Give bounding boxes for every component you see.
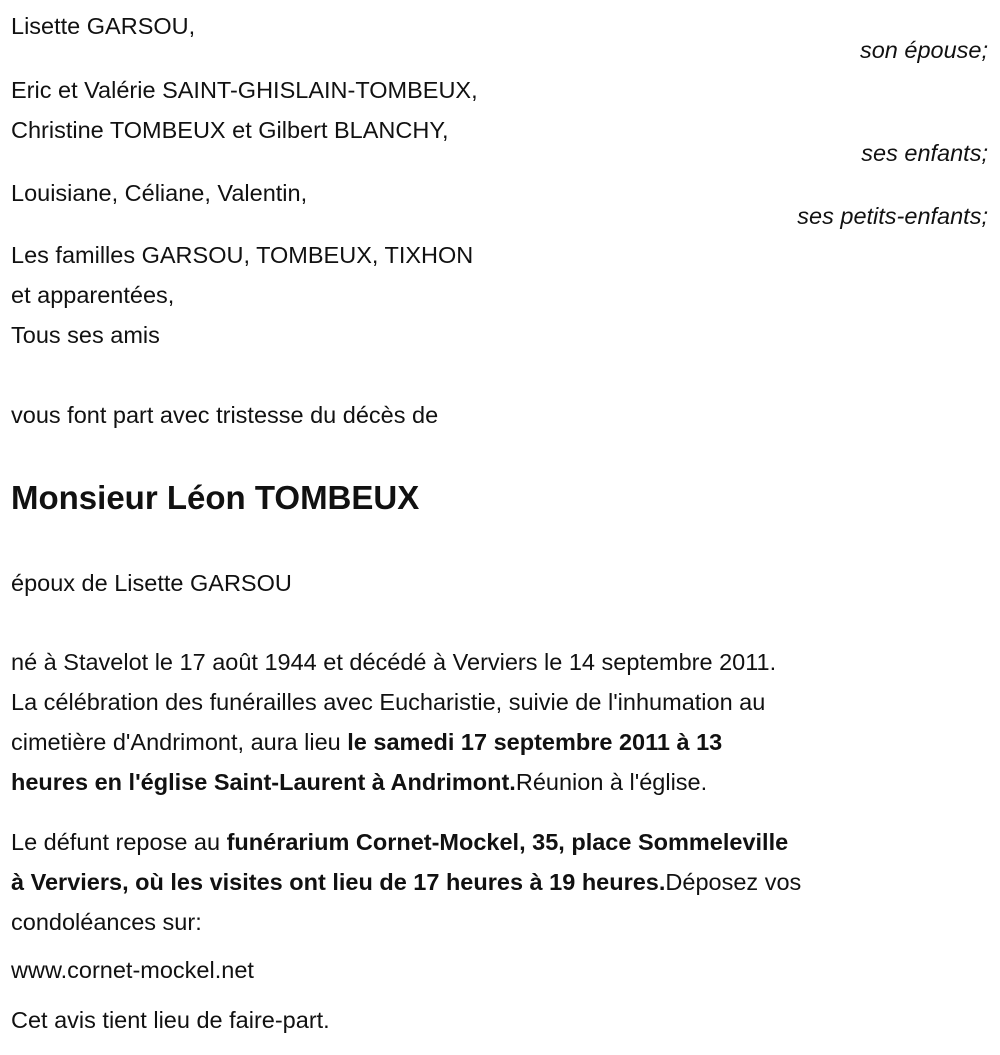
funeral-home-line	[11, 868, 801, 896]
website-link[interactable]: www.cornet-mockel.net	[11, 957, 254, 983]
visiting-hours: à Verviers, où les visites ont lieu de 17 heures à 19 heures.	[11, 869, 666, 895]
spouse-of: époux de Lisette GARSOU	[11, 570, 292, 596]
ceremony-date: le samedi 17 septembre 2011 à 13	[347, 729, 723, 755]
condolences-text: Déposez vos	[665, 869, 802, 895]
funeral-home-text: Le défunt repose au	[11, 829, 227, 855]
children-role: ses enfants;	[861, 140, 988, 166]
meeting-note: Réunion à l'église.	[515, 769, 708, 795]
announcement: vous font part avec tristesse du décès de	[11, 402, 439, 428]
others-line: et apparentées,	[11, 282, 175, 308]
funeral-home-address: funérarium Cornet-Mockel, 35, place Sommeleville	[226, 829, 789, 855]
grandchildren-role: ses petits-enfants;	[797, 203, 988, 229]
ceremony-place: heures en l'église Saint-Laurent à Andrimont.	[11, 769, 516, 795]
child-line: Eric et Valérie SAINT-GHISLAIN-TOMBEUX,	[11, 77, 478, 103]
grandchildren: Louisiane, Céliane, Valentin,	[11, 180, 308, 206]
funeral-home-line	[11, 828, 788, 856]
ceremony-line	[11, 728, 722, 756]
spouse-name: Lisette GARSOU,	[11, 13, 196, 39]
ceremony-line	[11, 768, 707, 796]
closing-note: Cet avis tient lieu de faire-part.	[11, 1007, 330, 1033]
spouse-role: son épouse;	[859, 37, 988, 63]
others-line: Les familles GARSOU, TOMBEUX, TIXHON	[11, 242, 474, 268]
deceased-name: Monsieur Léon TOMBEUX	[11, 479, 420, 516]
ceremony-line: La célébration des funérailles avec Eucharistie, suivie de l'inhumation au	[11, 689, 766, 715]
child-line: Christine TOMBEUX et Gilbert BLANCHY,	[11, 117, 449, 143]
ceremony-text: cimetière d'Andrimont, aura lieu	[11, 729, 348, 755]
others-line: Tous ses amis	[11, 322, 160, 348]
birth-death: né à Stavelot le 17 août 1944 et décédé à Verviers le 14 septembre 2011.	[11, 649, 777, 675]
condolences-line: condoléances sur:	[11, 909, 202, 935]
